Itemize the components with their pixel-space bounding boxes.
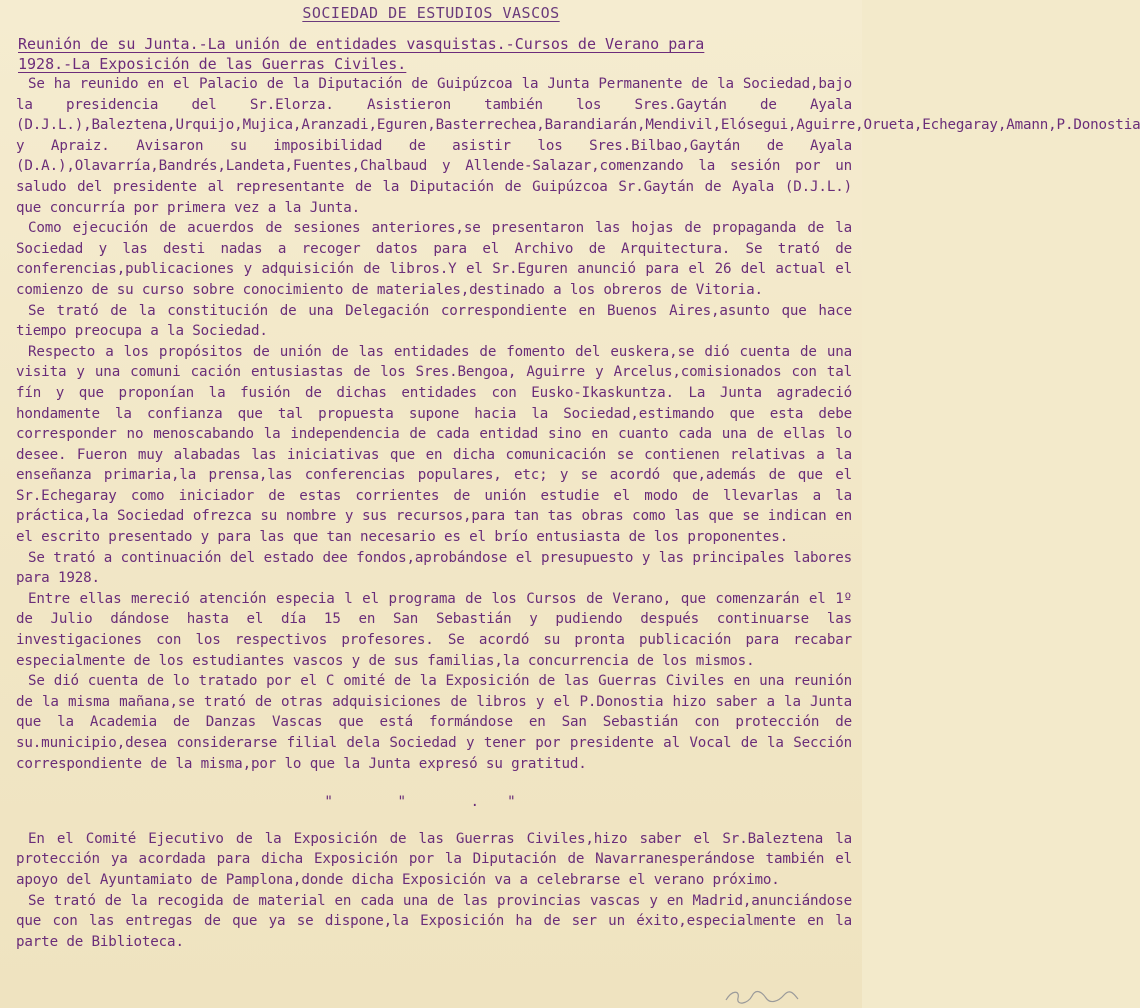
document-heading: SOCIEDAD DE ESTUDIOS VASCOS [302, 4, 560, 22]
paragraph: Se ha reunido en el Palacio de la Diputación de Guipúzcoa la Junta Permanente de la Sociedad,bajo la presidencia del Sr.Elorza. Asistieron también los Sres.Gaytán de Ayala (D.J.L.),Baleztena,Urquijo,Mujica,Aranzadi,Eguren,Basterrechea,Barandiarán,Mendivil,Elósegui,Aguirre,Orueta,Echegaray,Amann,P.Donostia y Apraiz. Avisaron su imposibilidad de asistir los Sres.Bilbao,Gaytán de Ayala (D.A.),Olavarría,Bandrés,Landeta,Fuentes,Chalbaud y Allende-Salazar,comenzando la sesión por un saludo del presidente al representante de la Diputación de Guipúzcoa Sr.Gaytán de Ayala (D.J.L.) que concurría por primera vez a la Junta. [16, 76, 1140, 216]
subtitle-line-1: Reunión de su Junta.-La unión de entidades vasquistas.-Cursos de Verano para [18, 35, 705, 53]
subtitle-line-2: 1928.-La Exposición de las Guerras Civiles. [18, 55, 407, 73]
paragraph: Respecto a los propósitos de unión de las entidades de fomento del euskera,se dió cuenta de una visita y una comuni cación entusiastas de los Sres.Bengoa, Aguirre y Arcelus,comisionados con tal fín y que proponían la fusión de dichas entidades con Eusko-Ikaskuntza. La Junta agradeció hondamente la confianza que tal propuesta supone hacia la Sociedad,estimando que esta debe corresponder no menoscabando la independencia de cada entidad sino en cuanto cada una de ellas lo desee. Fueron muy alabadas las iniciativas que en dicha comunicación se contienen relativas a la enseñanza primaria,la prensa,las conferencias populares, etc; y se acordó que,además de que el Sr.Echegaray como iniciador de estas corrientes de unión estudie el modo de llevarlas a la práctica,la Sociedad ofrezca su nombre y sus recursos,para tan tas obras como las que se indican en el escrito presentado y para las que tan necesario es el brío entusiasta de los proponentes. [16, 343, 852, 546]
paragraph: Se trató a continuación del estado dee fondos,aprobándose el presupuesto y las principales labores para 1928. [16, 549, 852, 587]
paragraph: Se trató de la recogida de material en cada una de las provincias vascas y en Madrid,anunciándose que con las entregas de que ya se dispone,la Exposición ha de ser un éxito,especialmente en la parte de Biblioteca. [16, 892, 852, 950]
paragraph: Se dió cuenta de lo tratado por el C omité de la Exposición de las Guerras Civiles en una reunión de la misma mañana,se trató de otras adquisiciones de libros y el P.Donostia hizo saber a la Junta que la Academia de Danzas Vascas que está formándose en San Sebastián con protección de su.municipio,desea considerarse filial dela Sociedad y tener por presidente al Vocal de la Sección correspondiente de la misma,por lo que la Junta expresó su gratitud. [16, 673, 852, 772]
paragraph: En el Comité Ejecutivo de la Exposición de las Guerras Civiles,hizo saber el Sr.Baleztena la protección ya acordada para dicha Exposición por la Diputación de Navarranesperándose también el apoyo del Ayuntamiato de Pamplona,donde dicha Exposición va a celebrarse el verano próximo. [16, 830, 852, 888]
section-separator: " " ." [324, 794, 544, 811]
document-subtitle [18, 34, 848, 74]
paragraph: Se trató de la constitución de una Delegación correspondiente en Buenos Aires,asunto que hace tiempo preocupa a la Sociedad. [16, 302, 852, 340]
paragraph: Entre ellas mereció atención especia l el programa de los Cursos de Verano, que comenzarán el 1º de Julio dándose hasta el día 15 en San Sebastián y pudiendo después continuarse las investigaciones con los respectivos profesores. Se acordó su pronta publicación para recabar especialmente de los estudiantes vascos y de sus familias,la concurrencia de los mismos. [16, 590, 852, 669]
handwritten-mark [722, 986, 802, 1006]
paragraph: Como ejecución de acuerdos de sesiones anteriores,se presentaron las hojas de propaganda de la Sociedad y las desti nadas a recoger datos para el Archivo de Arquitectura. Se trató de conferencias,publicaciones y adquisición de libros.Y el Sr.Eguren anunció para el 26 del actual el comienzo de su curso sobre conocimiento de materiales,destinado a los obreros de Vitoria. [16, 220, 852, 298]
document-body [16, 74, 1140, 952]
